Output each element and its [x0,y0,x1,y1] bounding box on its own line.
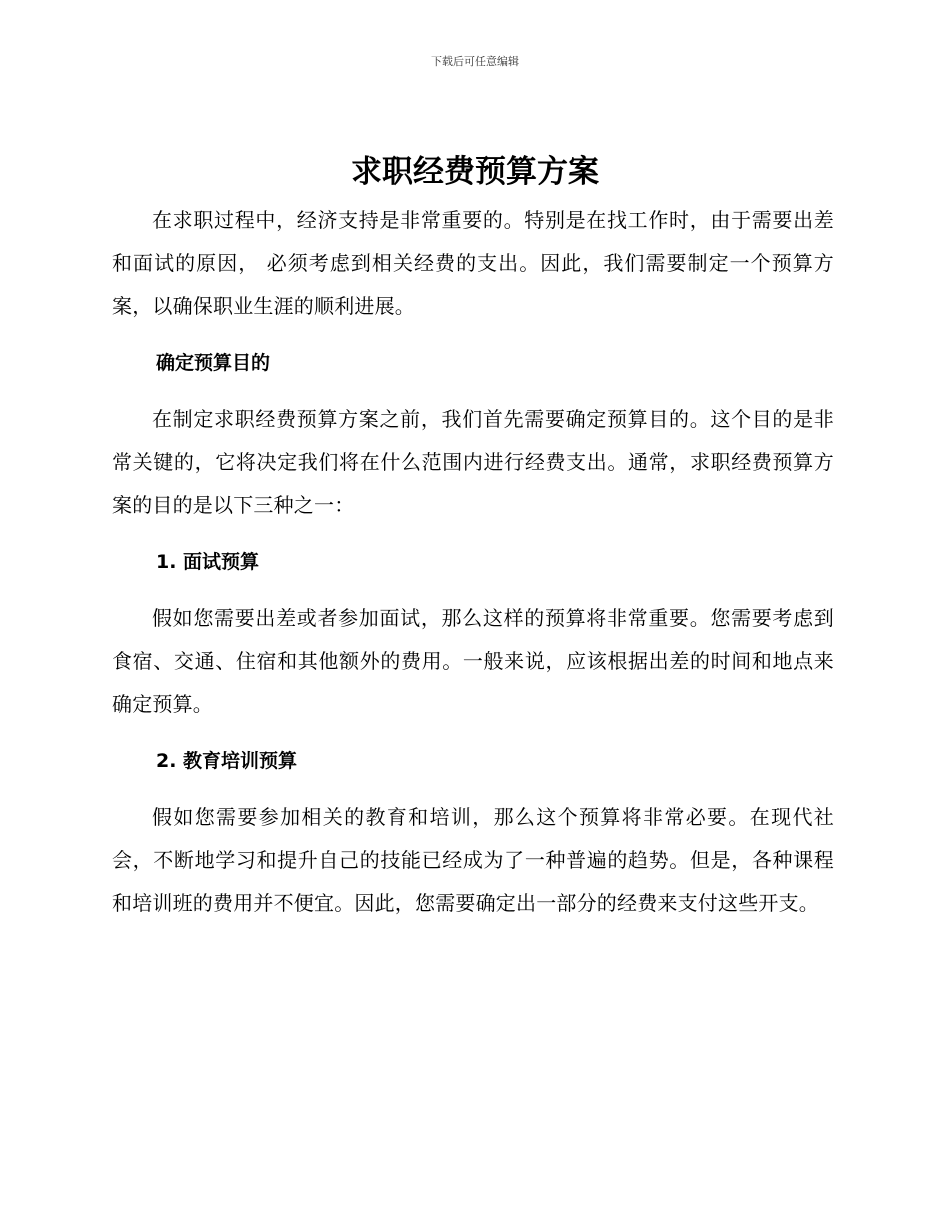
purpose-paragraph: 在制定求职经费预算方案之前，我们首先需要确定预算目的。这个目的是非常关键的，它将决定我们将在什么范围内进行经费支出。通常，求职经费预算方案的目的是以下三种之一： [112,407,834,517]
section-heading-interview-budget: 1. 面试预算 [156,551,260,573]
intro-paragraph: 在求职过程中，经济支持是非常重要的。特别是在找工作时，由于需要出差和面试的原因， 必须考虑到相关经费的支出。因此，我们需要制定一个预算方案，以确保职业生涯的顺利进展。 [112,208,834,318]
section-heading-purpose: 确定预算目的 [156,352,271,374]
section-heading-training-budget: 2. 教育培训预算 [156,750,298,772]
training-budget-paragraph: 假如您需要参加相关的教育和培训，那么这个预算将非常必要。在现代社会，不断地学习和提升自己的技能已经成为了一种普遍的趋势。但是，各种课程和培训班的费用并不便宜。因此，您需要确定出一部分的经费来支付这些开支。 [112,805,834,915]
document-body [112,199,834,925]
page-header-note: 下载后可任意编辑 [431,55,519,68]
interview-budget-paragraph: 假如您需要出差或者参加面试，那么这样的预算将非常重要。您需要考虑到食宿、交通、住宿和其他额外的费用。一般来说，应该根据出差的时间和地点来确定预算。 [112,606,834,716]
document-title: 求职经费预算方案 [351,154,599,190]
